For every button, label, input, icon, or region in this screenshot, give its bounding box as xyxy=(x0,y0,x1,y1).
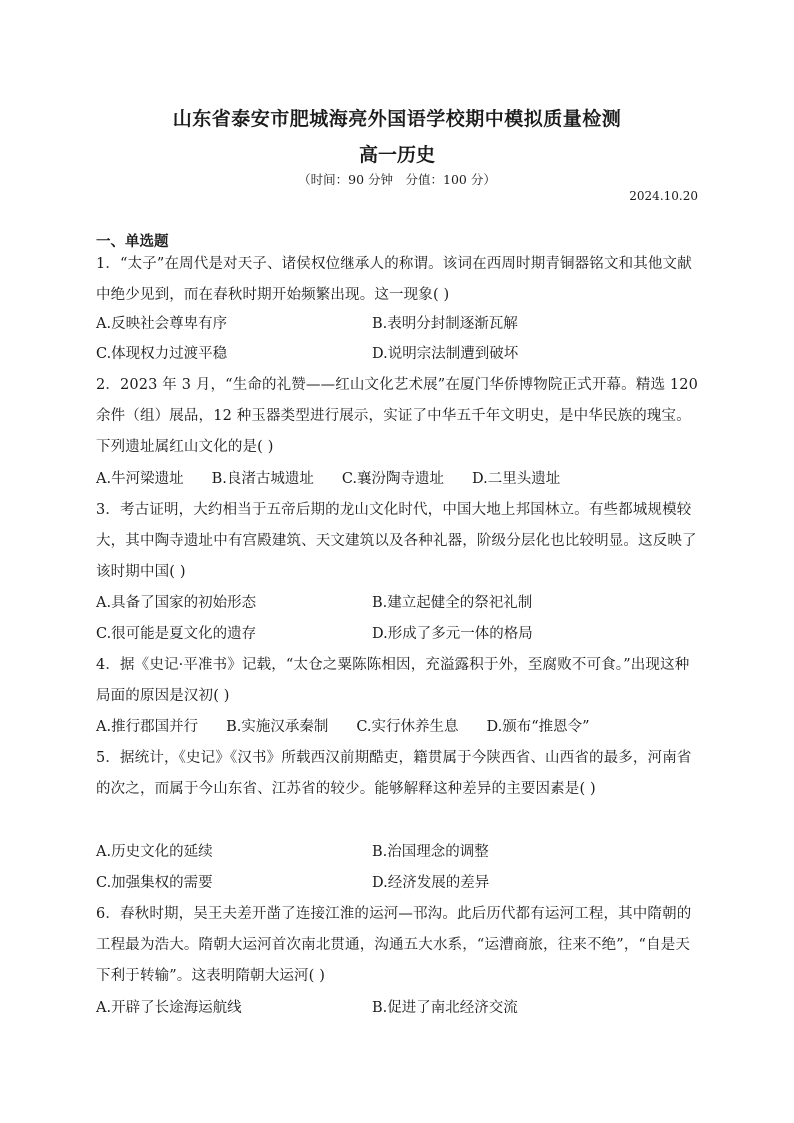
question-4-option-c[interactable]: C.实行休养生息 xyxy=(356,719,459,735)
question-1-option-c[interactable]: C.体现权力过渡平稳 xyxy=(96,346,228,362)
question-1-options-row-2 xyxy=(96,339,701,369)
question-3-option-c[interactable]: C.很可能是夏文化的遗存 xyxy=(96,626,257,642)
question-3-option-d[interactable]: D.形成了多元一体的格局 xyxy=(372,626,533,642)
question-2-options-row xyxy=(96,464,701,494)
question-1-options-row-1 xyxy=(96,309,701,339)
question-6-options-row-1 xyxy=(96,993,701,1023)
question-3-option-b[interactable]: B.建立起健全的祭祀礼制 xyxy=(372,595,533,611)
question-2-option-c[interactable]: C.襄汾陶寺遗址 xyxy=(341,471,445,487)
question-3-stem: 3．考古证明，大约相当于五帝后期的龙山文化时代，中国大地上邦国林立。有些都城规模较大，其中陶寺遗址中有宫殿建筑、天文建筑以及各种礼器，阶级分层化也比较明显。这反映了该时期中国( ) xyxy=(96,502,697,580)
question-6-option-b[interactable]: B.促进了南北经济交流 xyxy=(372,1000,518,1016)
subject-title: 高一历史 xyxy=(358,144,435,166)
question-4-option-d[interactable]: D.颁布“推恩令” xyxy=(486,719,590,735)
question-5-option-a[interactable]: A.历史文化的延续 xyxy=(96,844,213,860)
question-5-option-c[interactable]: C.加强集权的需要 xyxy=(96,875,213,891)
question-1-option-a[interactable]: A.反映社会尊卑有序 xyxy=(96,316,228,332)
section-heading: 一、单选题 xyxy=(96,234,169,250)
question-2-option-b[interactable]: B.良渚古城遗址 xyxy=(211,471,314,487)
question-6-option-a[interactable]: A.开辟了长途海运航线 xyxy=(96,1000,242,1016)
question-2-option-d[interactable]: D.二里头遗址 xyxy=(472,471,561,487)
question-6-stem: 6．春秋时期，吴王夫差开凿了连接江淮的运河—邗沟。此后历代都有运河工程，其中隋朝的工程最为浩大。隋朝大运河首次南北贯通，沟通五大水系，“运漕商旅，往来不绝”，“自是天下利于转输”。这表明隋朝大运河( ) xyxy=(96,906,692,984)
question-1-option-b[interactable]: B.表明分封制逐渐瓦解 xyxy=(372,316,518,332)
question-4-options-row xyxy=(96,712,701,742)
question-3-options-row-1 xyxy=(96,588,701,618)
question-4-stem: 4．据《史记·平准书》记载，“太仓之粟陈陈相因，充溢露积于外，至腐败不可食。”出现这种局面的原因是汉初( ) xyxy=(96,657,690,704)
question-5-options-row-2 xyxy=(96,868,701,898)
question-2-option-a[interactable]: A.牛河梁遗址 xyxy=(96,471,184,487)
question-4-option-a[interactable]: A.推行郡国并行 xyxy=(96,719,199,735)
question-3-option-a[interactable]: A.具备了国家的初始形态 xyxy=(96,595,257,611)
question-3-options-row-2 xyxy=(96,619,701,649)
question-1-option-d[interactable]: D.说明宗法制遭到破坏 xyxy=(372,346,519,362)
question-5-stem: 5．据统计，《史记》《汉书》所载西汉前期酷吏，籍贯属于今陕西省、山西省的最多，河南省的次之，而属于今山东省、江苏省的较少。能够解释这种差异的主要因素是( ) xyxy=(96,750,692,797)
exam-title: 山东省泰安市肥城海亮外国语学校期中模拟质量检测 xyxy=(172,108,622,130)
exam-date: 2024.10.20 xyxy=(629,189,698,203)
question-2-stem: 2．2023 年 3 月，“生命的礼赞——红山文化艺术展”在厦门华侨博物院正式开幕。精选 120 余件（组）展品，12 种玉器类型进行展示，实证了中华五千年文明史，是中华民族的瑰宝。下列遗址属红山文化的是( ) xyxy=(96,377,698,455)
exam-info: （时间：90 分钟 分值：100 分） xyxy=(298,172,496,187)
question-4-option-b[interactable]: B.实施汉承秦制 xyxy=(226,719,329,735)
question-1-stem: 1．“太子”在周代是对天子、诸侯权位继承人的称谓。该词在西周时期青铜器铭文和其他文献中绝少见到，而在春秋时期开始频繁出现。这一现象( ) xyxy=(96,256,692,303)
question-5-options-row-1 xyxy=(96,837,701,867)
question-5-option-b[interactable]: B.治国理念的调整 xyxy=(372,844,489,860)
question-5-option-d[interactable]: D.经济发展的差异 xyxy=(372,875,490,891)
